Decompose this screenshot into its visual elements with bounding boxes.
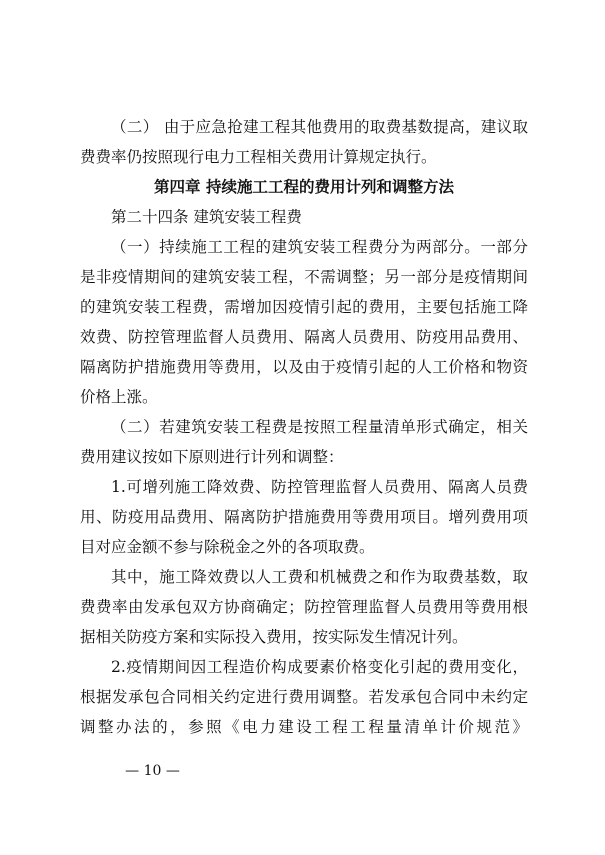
- text-line: 调整办法的，参照《电力建设工程工程量清单计价规范》: [80, 718, 528, 736]
- text-line: 据相关防疫方案和实际投入费用，按实际发生情况计列。: [80, 628, 468, 646]
- text-line: 价格上涨。: [80, 388, 158, 406]
- article-title: 第二十四条 建筑安装工程费: [111, 208, 302, 226]
- text-line: 效费、防控管理监督人员费用、隔离人员费用、防疫用品费用、: [80, 328, 528, 346]
- text-line: 根据发承包合同相关约定进行费用调整。若发承包合同中未约定: [80, 688, 528, 706]
- text-line: 用、防疫用品费用、隔离防护措施费用等费用项目。增列费用项: [80, 508, 528, 526]
- text-line: 是非疫情期间的建筑安装工程，不需调整；另一部分是疫情期间: [80, 268, 528, 286]
- text-line: 费费率由发承包双方协商确定；防控管理监督人员费用等费用根: [80, 598, 528, 616]
- text-line: （二） 由于应急抢建工程其他费用的取费基数提高，建议取: [111, 118, 528, 136]
- text-line: 1.可增列施工降效费、防控管理监督人员费用、隔离人员费: [111, 478, 528, 496]
- text-line: （一）持续施工工程的建筑安装工程费分为两部分。一部分: [111, 238, 528, 256]
- document-body: [80, 112, 528, 742]
- text-line: 其中，施工降效费以人工费和机械费之和作为取费基数，取: [111, 568, 528, 586]
- text-line: （二）若建筑安装工程费是按照工程量清单形式确定，相关: [111, 418, 528, 436]
- text-line: 费用建议按如下原则进行计列和调整：: [80, 448, 344, 466]
- text-line: 的建筑安装工程费，需增加因疫情引起的费用，主要包括施工降: [80, 298, 528, 316]
- page-number: — 10 —: [125, 763, 180, 779]
- text-line: 目对应金额不参与除税金之外的各项取费。: [80, 538, 375, 556]
- chapter-heading: 第四章 持续施工工程的费用计列和调整方法: [154, 178, 454, 196]
- text-line: 费费率仍按照现行电力工程相关费用计算规定执行。: [80, 148, 437, 166]
- text-line: 隔离防护措施费用等费用，以及由于疫情引起的人工价格和物资: [80, 358, 528, 376]
- text-line: 2.疫情期间因工程造价构成要素价格变化引起的费用变化，: [111, 658, 528, 676]
